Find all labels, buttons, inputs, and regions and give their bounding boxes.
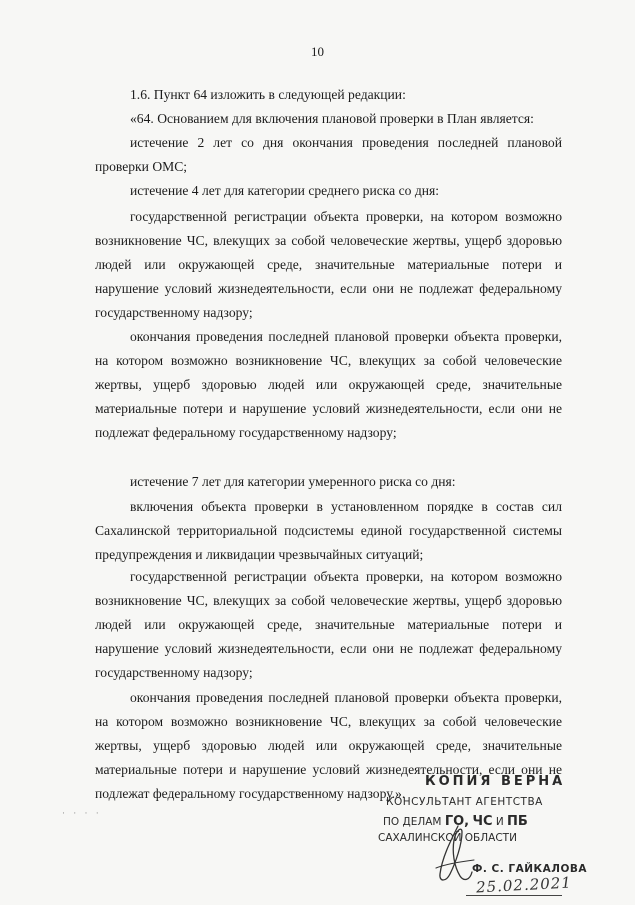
stamp-signer-name: Ф. С. ГАЙКАЛОВА [472, 863, 587, 875]
stamp-title: КОПИЯ ВЕРНА [425, 774, 566, 789]
paragraph-2-years: истечение 2 лет со дня окончания проведения последней плановой проверки ОМС; [95, 135, 562, 174]
paragraph-last-check-moderate: окончания проведения последней плановой проверки объекта проверки, на котором возможно возникновение ЧС, влекущих за собой человеческие жертвы, ущерб здоровью людей или окружающей среде, значительные материальные потери и нарушение условий жизнедеятельности, если они не подлежат федеральному государственному надзору.». [95, 690, 562, 801]
paragraph-4-years: истечение 4 лет для категории среднего риска со дня: [130, 183, 440, 198]
stamp-agency-go: ГО, [444, 814, 470, 829]
scan-specks: · · · · [62, 808, 102, 818]
paragraph-1-6: 1.6. Пункт 64 изложить в следующей редакции: [130, 87, 406, 102]
paragraph-registration-medium: государственной регистрации объекта проверки, на котором возможно возникновение ЧС, влекущих за собой человеческие жертвы, ущерб здоровью людей или окружающей среде, значительные материальные потери и нарушение условий жизнедеятельности, если они не подлежат федеральному государственному надзору; [95, 209, 562, 320]
paragraph-inclusion: включения объекта проверки в установленном порядке в состав сил Сахалинской территориальной подсистемы единой государственной системы предупреждения и ликвидации чрезвычайных ситуаций; [95, 499, 562, 562]
stamp-agency-i: И [495, 816, 504, 828]
stamp-agency-chs: ЧС [472, 814, 493, 829]
stamp-agency-prefix: ПО ДЕЛАМ [383, 816, 442, 828]
paragraph-registration-moderate: государственной регистрации объекта проверки, на котором возможно возникновение ЧС, влекущих за собой человеческие жертвы, ущерб здоровью людей или окружающей среде, значительные материальные потери и нарушение условий жизнедеятельности, если они не подлежат федеральному государственному надзору; [95, 569, 562, 680]
handwritten-signature [428, 822, 478, 892]
paragraph-last-check-medium: окончания проведения последней плановой проверки объекта проверки, на котором возможно возникновение ЧС, влекущих за собой человеческие жертвы, ущерб здоровью людей или окружающей среде, значительные материальные потери и нарушение условий жизнедеятельности, если они не подлежат федеральному государственному надзору; [95, 329, 562, 440]
handwritten-date: 25.02.2021 [475, 873, 573, 897]
date-underline [466, 895, 562, 896]
stamp-agency-pb: ПБ [507, 814, 528, 829]
page-number: 10 [311, 44, 324, 59]
stamp-position: КОНСУЛЬТАНТ АГЕНТСТВА [386, 796, 543, 808]
stamp-region: САХАЛИНСКОЙ ОБЛАСТИ [378, 832, 517, 844]
paragraph-7-years: истечение 7 лет для категории умеренного риска со дня: [130, 474, 456, 489]
paragraph-64-intro: «64. Основанием для включения плановой проверки в План является: [130, 111, 534, 126]
